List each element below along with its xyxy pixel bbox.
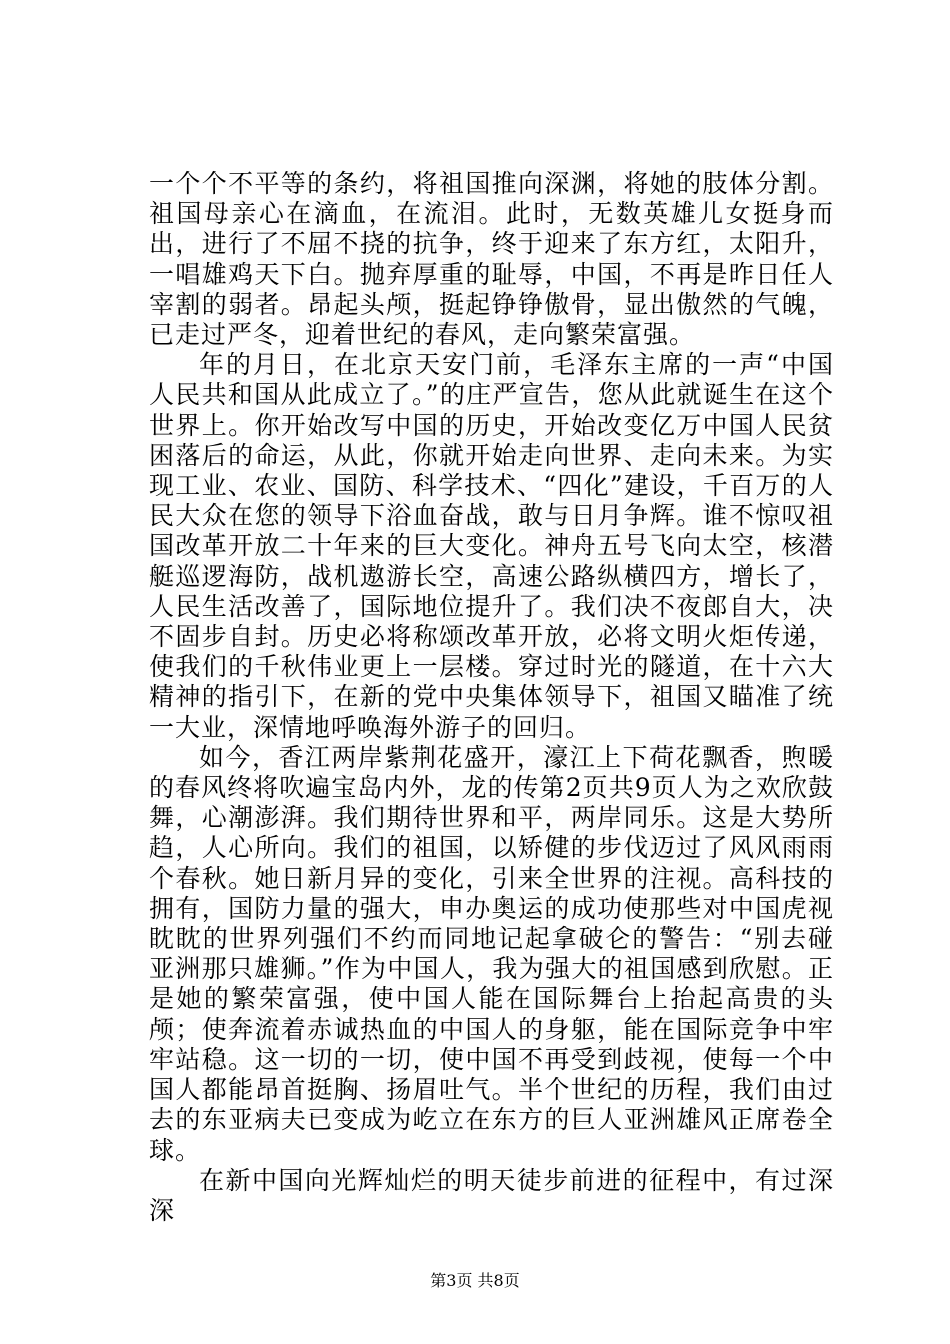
paragraph-3: 如今，香江两岸紫荆花盛开，濠江上下荷花飘香，煦暖的春风终将吹遍宝岛内外，龙的传第2页共9页人为之欢欣鼓舞，心潮澎湃。我们期待世界和平，两岸同乐。这是大势所趋，人心所向。我们的祖国，以矫健的步伐迈过了风风雨雨个春秋。她日新月异的变化，引来全世界的注视。高科技的拥有，国防力量的强大，申办奥运的成功使那些对中国虎视眈眈的世界列强们不约而同地记起拿破仑的警告：“别去碰亚洲那只雄狮。”作为中国人，我为强大的祖国感到欣慰。正是她的繁荣富强，使中国人能在国际舞台上抬起高贵的头颅；使奔流着赤诚热血的中国人的身躯，能在国际竞争中牢牢站稳。这一切的一切，使中国不再受到歧视，使每一个中国人都能昂首挺胸、扬眉吐气。半个世纪的历程，我们由过去的东亚病夫已变成为屹立在东方的巨人亚洲雄风正席卷全球。	[149, 742, 834, 1165]
page-footer: 第3页 共8页	[430, 1271, 520, 1290]
paragraph-1: 一个个不平等的条约，将祖国推向深渊，将她的肢体分割。祖国母亲心在滴血，在流泪。此时，无数英雄儿女挺身而出，进行了不屈不挠的抗争，终于迎来了东方红，太阳升，一唱雄鸡天下白。抛弃厚重的耻辱，中国，不再是昨日任人宰割的弱者。昂起头颅，挺起铮铮傲骨，显出傲然的气魄，已走过严冬，迎着世纪的春风，走向繁荣富强。	[149, 169, 834, 350]
paragraph-4: 在新中国向光辉灿烂的明天徒步前进的征程中，有过深深	[149, 1165, 834, 1225]
document-body	[149, 169, 834, 1226]
paragraph-2: 年的月日，在北京天安门前，毛泽东主席的一声“中国人民共和国从此成立了。”的庄严宣告，您从此就诞生在这个世界上。你开始改写中国的历史，开始改变亿万中国人民贫困落后的命运，从此，你就开始走向世界、走向未来。为实现工业、农业、国防、科学技术、“四化”建设，千百万的人民大众在您的领导下浴血奋战，敢与日月争辉。谁不惊叹祖国改革开放二十年来的巨大变化。神舟五号飞向太空，核潜艇巡逻海防，战机遨游长空，高速公路纵横四方，增长了，人民生活改善了，国际地位提升了。我们决不夜郎自大，决不固步自封。历史必将称颂改革开放，必将文明火炬传递，使我们的千秋伟业更上一层楼。穿过时光的隧道，在十六大精神的指引下，在新的党中央集体领导下，祖国又瞄准了统一大业，深情地呼唤海外游子的回归。	[149, 350, 834, 742]
